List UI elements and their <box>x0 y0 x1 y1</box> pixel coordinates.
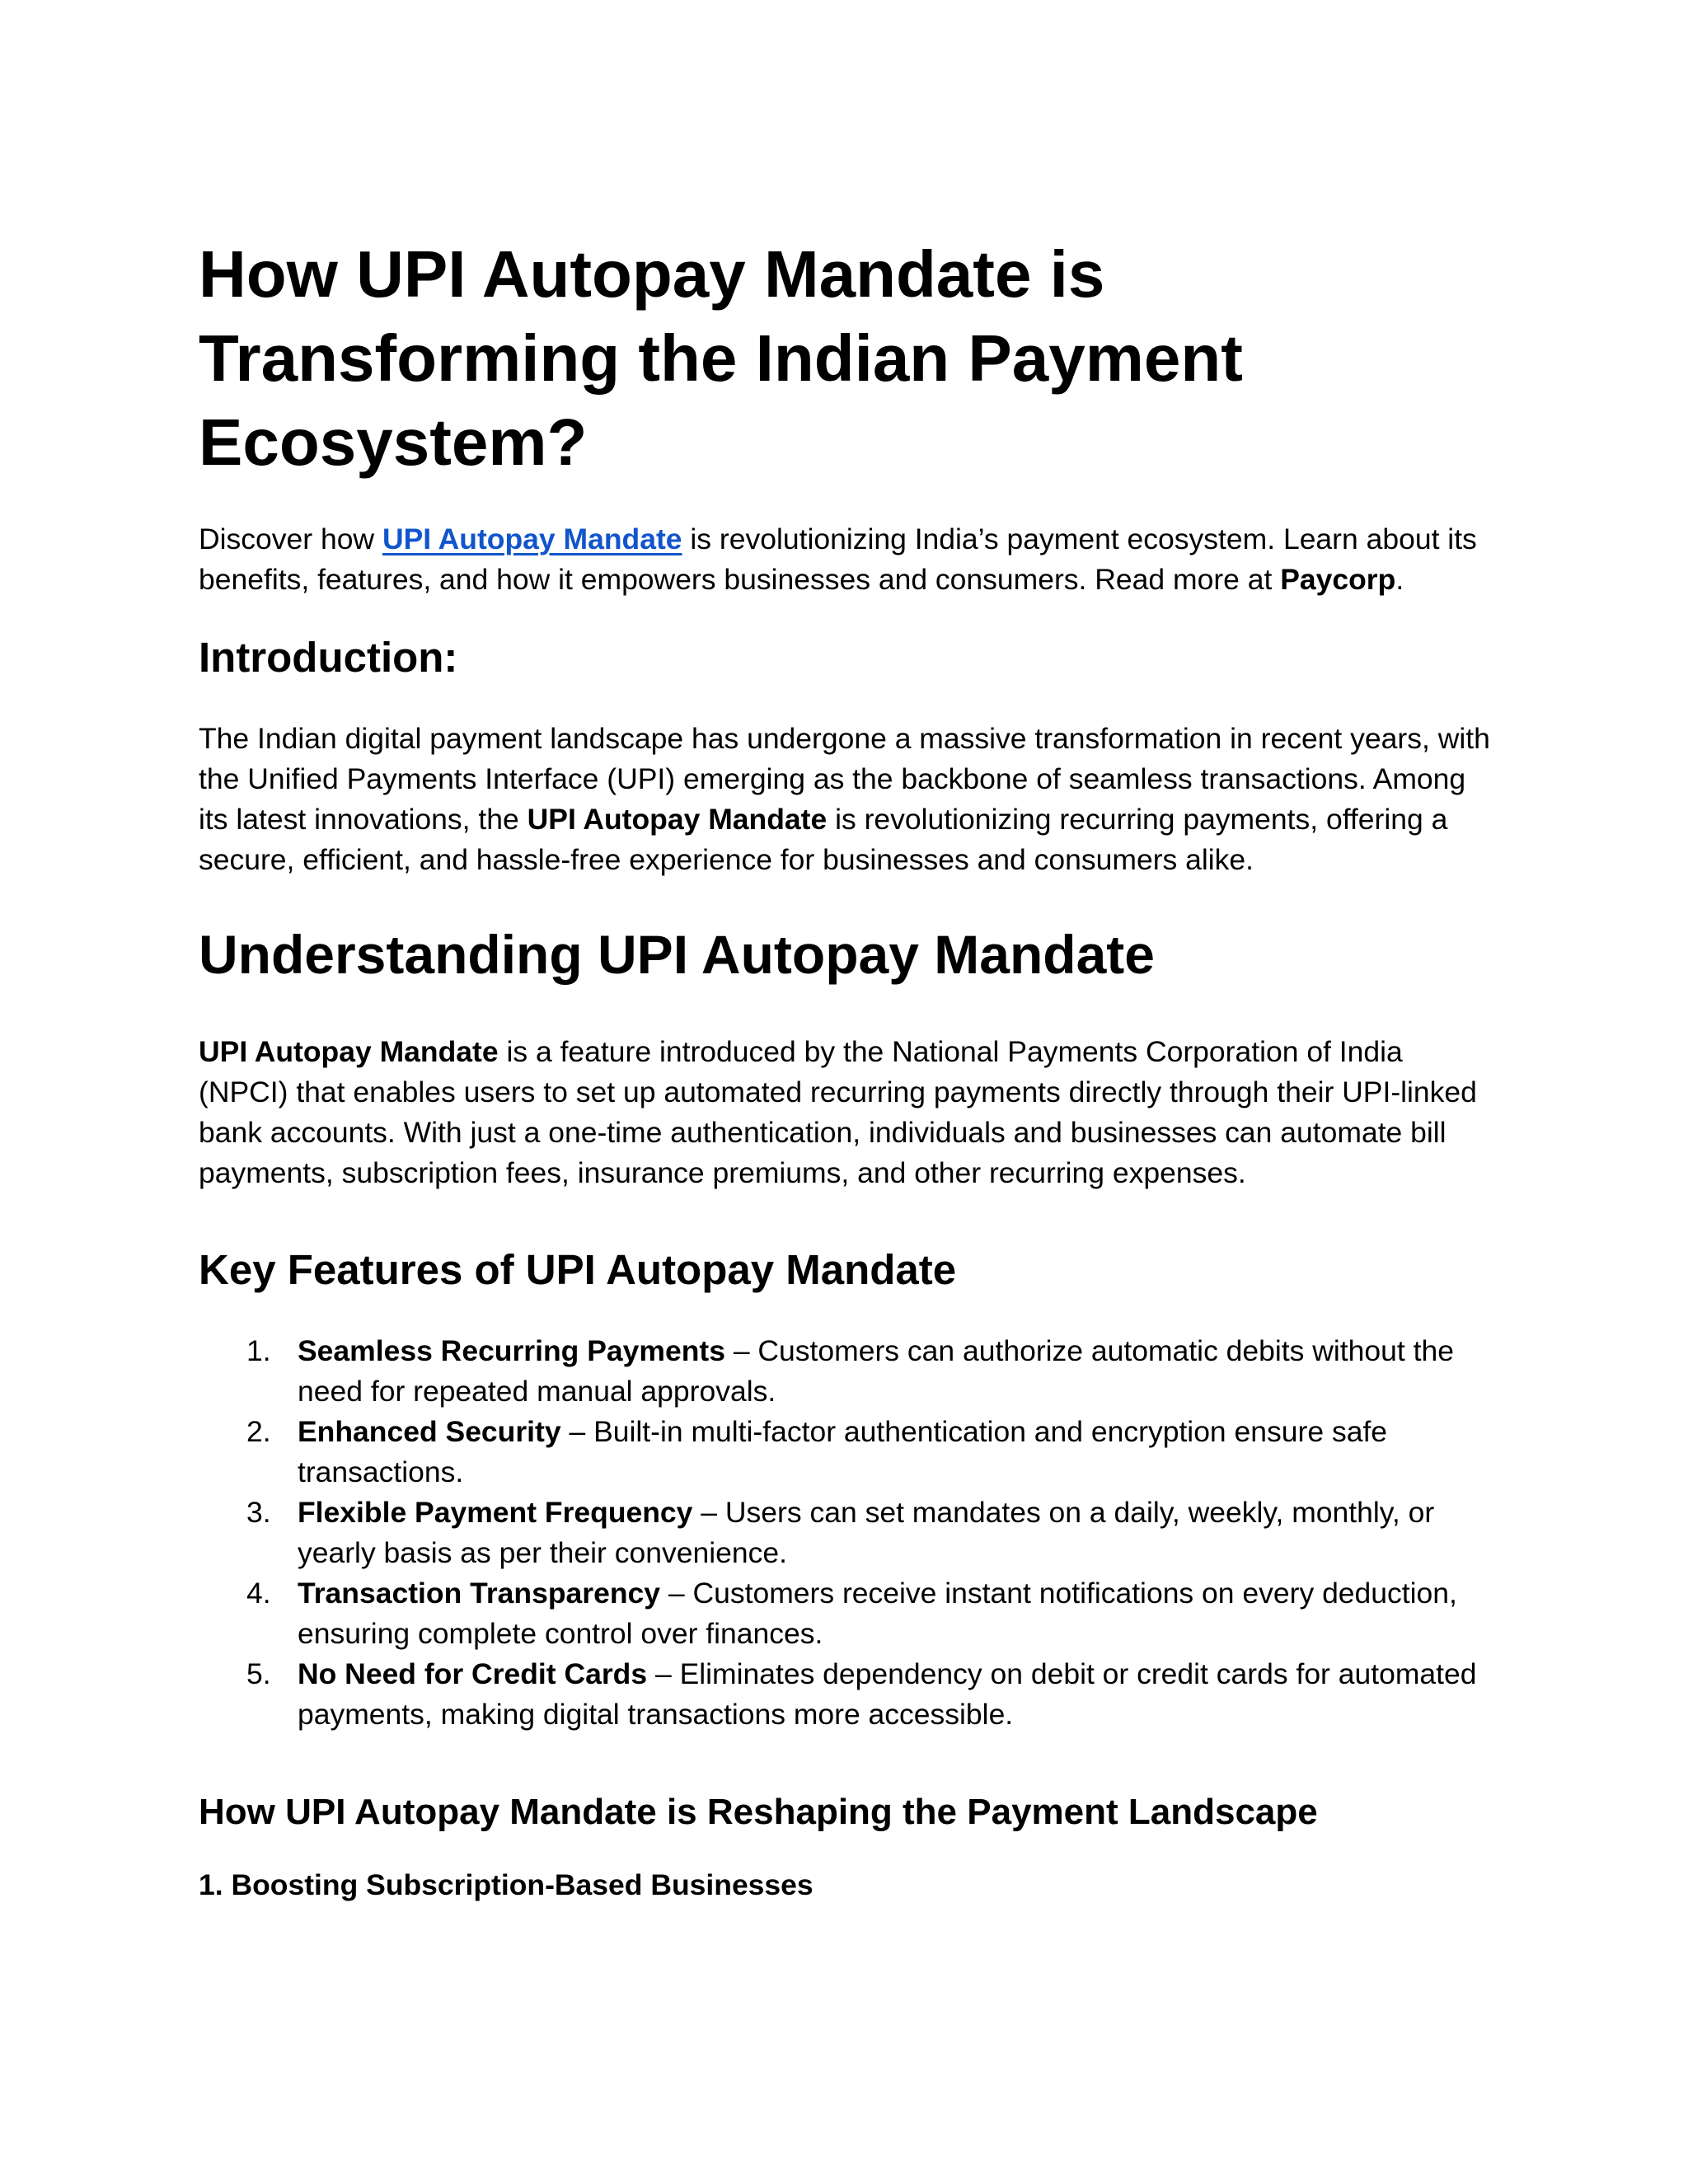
list-item <box>199 1331 1493 1412</box>
introduction-text-after: is revolutionizing recurring payments, offering a secure, efficient, and hassle-free experience for businesses and consumers alike. <box>199 803 1448 876</box>
introduction-heading: Introduction: <box>199 634 458 681</box>
intro-middle: is revolutionizing India’s payment ecosystem. Learn about its benefits, features, and how it empowers businesses and consumers. Read more at <box>199 523 1477 596</box>
understanding-bold: UPI Autopay Mandate <box>199 1035 499 1068</box>
list-item-text: – Customers receive instant notifications on every deduction, ensuring complete control over finances. <box>298 1577 1457 1650</box>
list-item <box>199 1493 1493 1573</box>
list-item-bold: Flexible Payment Frequency <box>298 1496 693 1529</box>
list-item-number: 2. <box>246 1415 271 1448</box>
list-item <box>199 1412 1493 1493</box>
list-item-bold: Enhanced Security <box>298 1415 561 1448</box>
introduction-bold: UPI Autopay Mandate <box>527 803 828 836</box>
key-features-heading: Key Features of UPI Autopay Mandate <box>199 1246 957 1293</box>
list-item-text: – Eliminates dependency on debit or credit cards for automated payments, making digital transactions more accessible. <box>298 1657 1477 1731</box>
paycorp-brand: Paycorp <box>1280 563 1396 596</box>
document-page <box>199 232 1493 1905</box>
list-item-text: – Built-in multi-factor authentication and encryption ensure safe transactions. <box>298 1415 1388 1488</box>
list-item-number: 3. <box>246 1496 271 1529</box>
understanding-paragraph <box>199 1032 1493 1193</box>
boosting-subheading: 1. Boosting Subscription-Based Businesses <box>199 1868 814 1901</box>
introduction-paragraph <box>199 719 1493 880</box>
reshaping-heading: How UPI Autopay Mandate is Reshaping the Payment Landscape <box>199 1792 1318 1832</box>
list-item-bold: Seamless Recurring Payments <box>298 1334 725 1367</box>
list-item-number: 5. <box>246 1657 271 1690</box>
intro-paragraph <box>199 519 1493 600</box>
list-item-number: 1. <box>246 1334 271 1367</box>
intro-prefix: Discover how <box>199 523 382 555</box>
intro-suffix: . <box>1395 563 1404 596</box>
understanding-text: is a feature introduced by the National Payments Corporation of India (NPCI) that enables users to set up automated recurring payments directly through their UPI-linked bank accounts. With just a one-time authentication, individuals and businesses can automate bill payments, subscription fees, insurance premiums, and other recurring expenses. <box>199 1035 1477 1189</box>
introduction-text-before: The Indian digital payment landscape has undergone a massive transformation in recent years, with the Unified Payments Interface (UPI) emerging as the backbone of seamless transactions. Among its latest innovations, the <box>199 722 1490 836</box>
list-item-text: – Users can set mandates on a daily, weekly, monthly, or yearly basis as per their convenience. <box>298 1496 1435 1569</box>
list-item-bold: No Need for Credit Cards <box>298 1657 648 1690</box>
list-item-text: – Customers can authorize automatic debits without the need for repeated manual approvals. <box>298 1334 1454 1408</box>
list-item-number: 4. <box>246 1577 271 1610</box>
understanding-heading: Understanding UPI Autopay Mandate <box>199 924 1155 985</box>
upi-autopay-mandate-link[interactable]: UPI Autopay Mandate <box>382 523 682 555</box>
page-title: How UPI Autopay Mandate is Transforming the Indian Payment Ecosystem? <box>199 237 1243 479</box>
list-item <box>199 1573 1493 1654</box>
list-item-bold: Transaction Transparency <box>298 1577 660 1610</box>
key-features-list <box>199 1331 1493 1735</box>
list-item <box>199 1654 1493 1735</box>
